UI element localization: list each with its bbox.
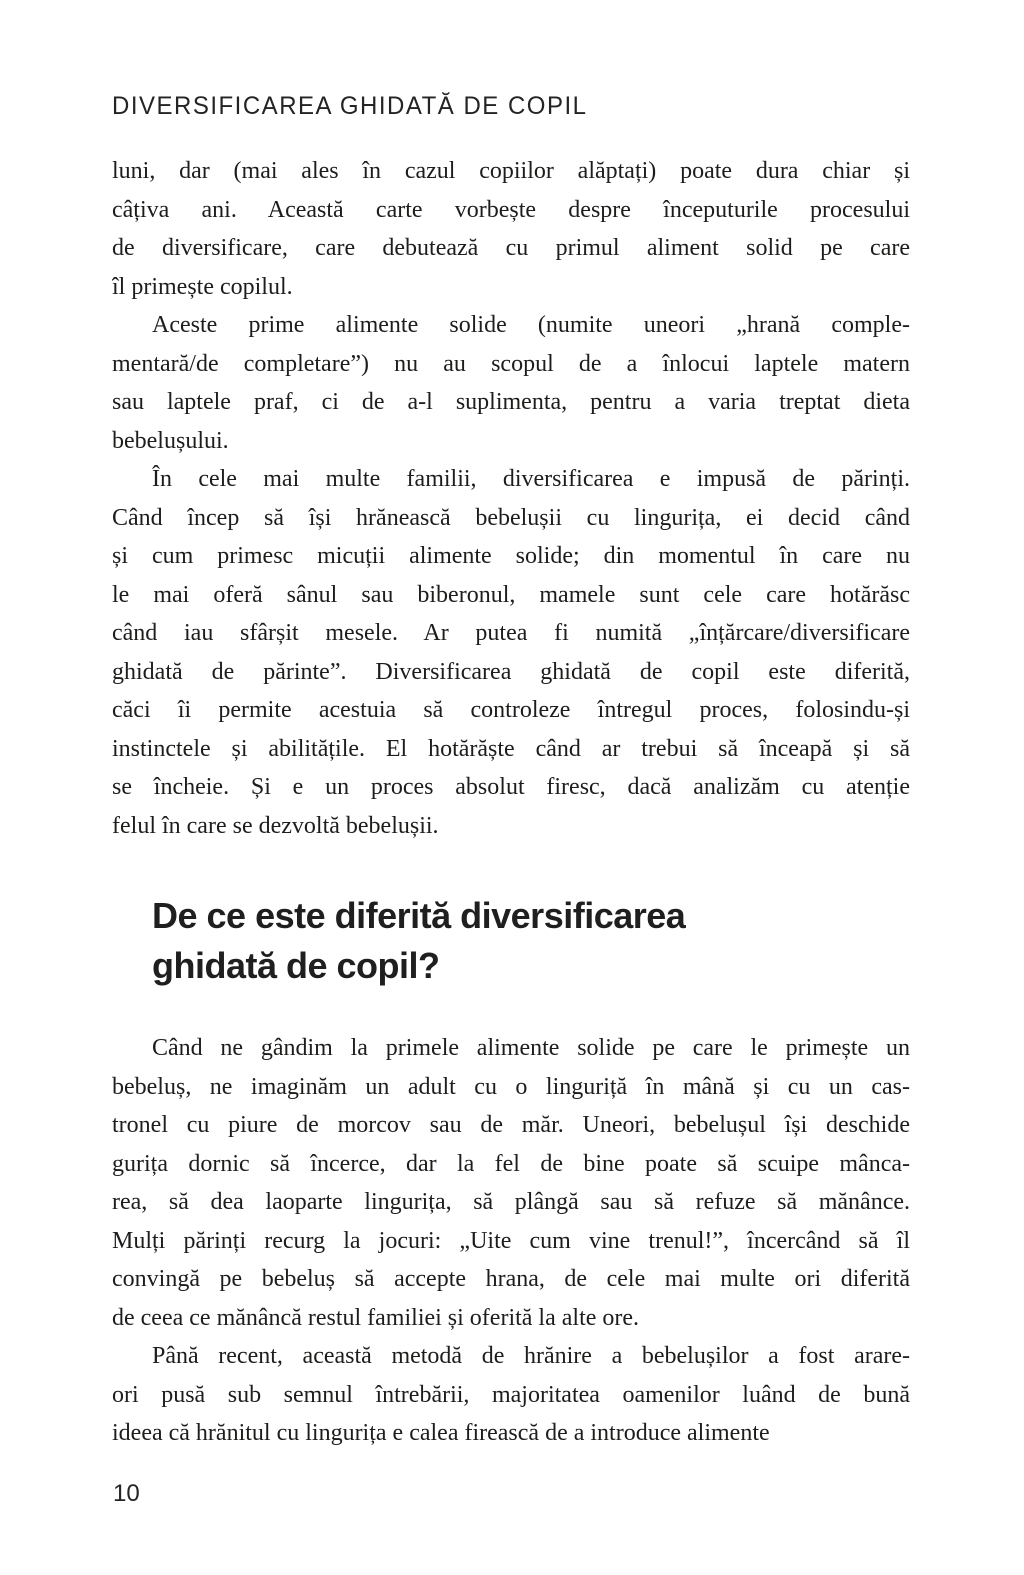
text-line: Mulți părinți recurg la jocuri: „Uite cum vine trenul!”, încercând să îl	[112, 1227, 910, 1254]
text-line: îl primește copilul.	[112, 273, 293, 300]
text-line: le mai oferă sânul sau biberonul, mamele sunt cele care hotărăsc	[112, 581, 910, 608]
text-line: convingă pe bebeluș să accepte hrana, de cele mai multe ori diferită	[112, 1266, 910, 1292]
text-line: rea, să dea laoparte lingurița, să plângă sau să refuze să mănânce.	[112, 1189, 910, 1215]
paragraph	[112, 1337, 910, 1453]
heading-line: ghidată de copil?	[152, 945, 440, 986]
text-line: Când încep să își hrănească bebelușii cu lingurița, ei decid când	[112, 504, 910, 531]
text-line: Când ne gândim la primele alimente solide pe care le primește un	[152, 1035, 910, 1061]
text-line: gurița dornic să încerce, dar la fel de bine poate să scuipe mânca-	[112, 1150, 910, 1177]
text-line: mentară/de completare”) nu au scopul de a înlocui laptele matern	[112, 350, 910, 377]
paragraph	[112, 306, 910, 460]
text-line: câțiva ani. Această carte vorbește despre începuturile procesului	[112, 196, 910, 223]
text-line: felul în care se dezvoltă bebelușii.	[112, 812, 439, 839]
paragraph	[112, 152, 910, 306]
text-line: se încheie. Și e un proces absolut firesc, dacă analizăm cu atenție	[112, 774, 910, 800]
section-heading	[112, 891, 910, 991]
text-line: când iau sfârșit mesele. Ar putea fi numită „înțărcare/diversificare	[112, 620, 910, 646]
text-line: căci îi permite acestuia să controleze întregul proces, folosindu-și	[112, 697, 910, 723]
paragraph	[112, 1029, 910, 1337]
text-line: ideea că hrănitul cu lingurița e calea firească de a introduce alimente	[112, 1420, 770, 1446]
text-line: ori pusă sub semnul întrebării, majoritatea oamenilor luând de bună	[112, 1381, 910, 1408]
text-line: de diversificare, care debutează cu primul aliment solid pe care	[112, 235, 910, 261]
text-line: Aceste prime alimente solide (numite uneori „hrană comple-	[152, 312, 910, 338]
text-line: și cum primesc micuții alimente solide; din momentul în care nu	[112, 543, 910, 569]
text-line: luni, dar (mai ales în cazul copiilor alăptați) poate dura chiar și	[112, 158, 910, 184]
text-line: instinctele și abilitățile. El hotărăște când ar trebui să înceapă și să	[112, 735, 910, 762]
text-line: bebeluș, ne imaginăm un adult cu o linguriță în mână și cu un cas-	[112, 1073, 910, 1100]
text-line: tronel cu piure de morcov sau de măr. Uneori, bebelușul își deschide	[112, 1112, 910, 1138]
page-number: 10	[113, 1480, 140, 1507]
paragraph	[112, 460, 910, 845]
heading-line: De ce este diferită diversificarea	[152, 895, 686, 936]
text-line: Până recent, această metodă de hrănire a bebelușilor a fost arare-	[152, 1343, 910, 1369]
running-header: DIVERSIFICAREA GHIDATĂ DE COPIL	[112, 92, 588, 121]
text-line: În cele mai multe familii, diversificarea e impusă de părinți.	[152, 466, 910, 492]
page-body	[112, 152, 910, 1453]
text-line: bebelușului.	[112, 427, 229, 454]
text-line: ghidată de părinte”. Diversificarea ghidată de copil este diferită,	[112, 658, 910, 685]
text-line: sau laptele praf, ci de a-l suplimenta, pentru a varia treptat dieta	[112, 389, 910, 415]
text-line: de ceea ce mănâncă restul familiei și oferită la alte ore.	[112, 1304, 640, 1331]
